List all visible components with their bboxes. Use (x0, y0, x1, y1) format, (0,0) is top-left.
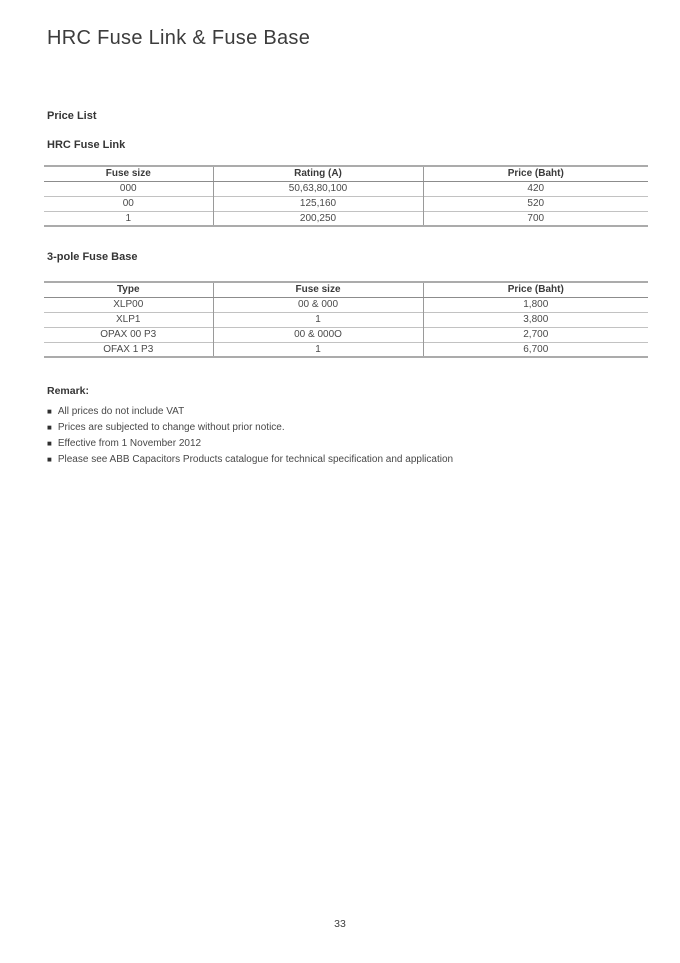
table-cell: XLP00 (113, 299, 144, 310)
remark-item (47, 436, 453, 452)
hrc-fuse-link-heading: HRC Fuse Link (47, 139, 126, 151)
table-cell: 420 (423, 181, 648, 196)
table-cell: 200,250 (213, 211, 423, 226)
remark-item-text: Effective from 1 November 2012 (57, 438, 202, 449)
table-cell: 00 (44, 196, 213, 211)
fuse-base-table (44, 281, 648, 358)
square-bullet-icon: ■ (47, 407, 52, 416)
remark-item (47, 420, 453, 436)
table-cell: 000 (119, 183, 137, 194)
table-cell: 00 & 000O (213, 327, 423, 342)
table-row (44, 327, 648, 342)
table-cell: 2,700 (423, 327, 648, 342)
table-cell: OPAX 00 P3 (44, 327, 213, 342)
remark-item-text: Please see ABB Capacitors Products catalogue for technical specification and application (57, 454, 454, 465)
table-cell: 1 (44, 211, 213, 226)
table-cell: 50,63,80,100 (213, 181, 423, 196)
remark-item (47, 404, 453, 420)
table-row (44, 312, 648, 327)
table-row (44, 297, 648, 312)
column-header-fuse-size: Fuse size (213, 282, 423, 297)
table-row (44, 211, 648, 226)
table-header-row (44, 282, 648, 297)
table-cell: OFAX 1 P3 (44, 342, 213, 357)
table-row (44, 342, 648, 357)
column-header-fuse-size: Fuse size (44, 166, 213, 181)
table-cell: 1 (213, 312, 423, 327)
table-row (44, 181, 648, 196)
table-cell: 520 (423, 196, 648, 211)
page-title: HRC Fuse Link & Fuse Base (47, 27, 311, 49)
table-cell: 700 (423, 211, 648, 226)
column-header-type: Type (44, 282, 213, 297)
square-bullet-icon: ■ (47, 455, 52, 464)
fuse-base-heading: 3-pole Fuse Base (47, 251, 138, 263)
square-bullet-icon: ■ (47, 439, 52, 448)
table-row (44, 196, 648, 211)
column-header-price: Price (Baht) (423, 166, 648, 181)
table-cell: 1 (213, 342, 423, 357)
price-list-heading: Price List (47, 110, 97, 122)
remark-heading: Remark: (47, 385, 90, 397)
remark-item (47, 452, 453, 468)
table-header-row (44, 166, 648, 181)
page-number: 33 (334, 918, 346, 930)
column-header-price: Price (Baht) (423, 282, 648, 297)
remark-section (47, 385, 453, 468)
table-cell: 125,160 (213, 196, 423, 211)
table-cell: 6,700 (423, 342, 648, 357)
square-bullet-icon: ■ (47, 423, 52, 432)
hrc-fuse-link-table (44, 165, 648, 227)
table-cell: 3,800 (423, 312, 648, 327)
table-cell: 1,800 (423, 297, 648, 312)
table-cell: 00 & 000 (213, 297, 423, 312)
remark-item-text: Prices are subjected to change without prior notice. (57, 422, 285, 433)
table-cell: XLP1 (44, 312, 213, 327)
column-header-rating: Rating (A) (213, 166, 423, 181)
remark-item-text: All prices do not include VAT (57, 406, 185, 417)
